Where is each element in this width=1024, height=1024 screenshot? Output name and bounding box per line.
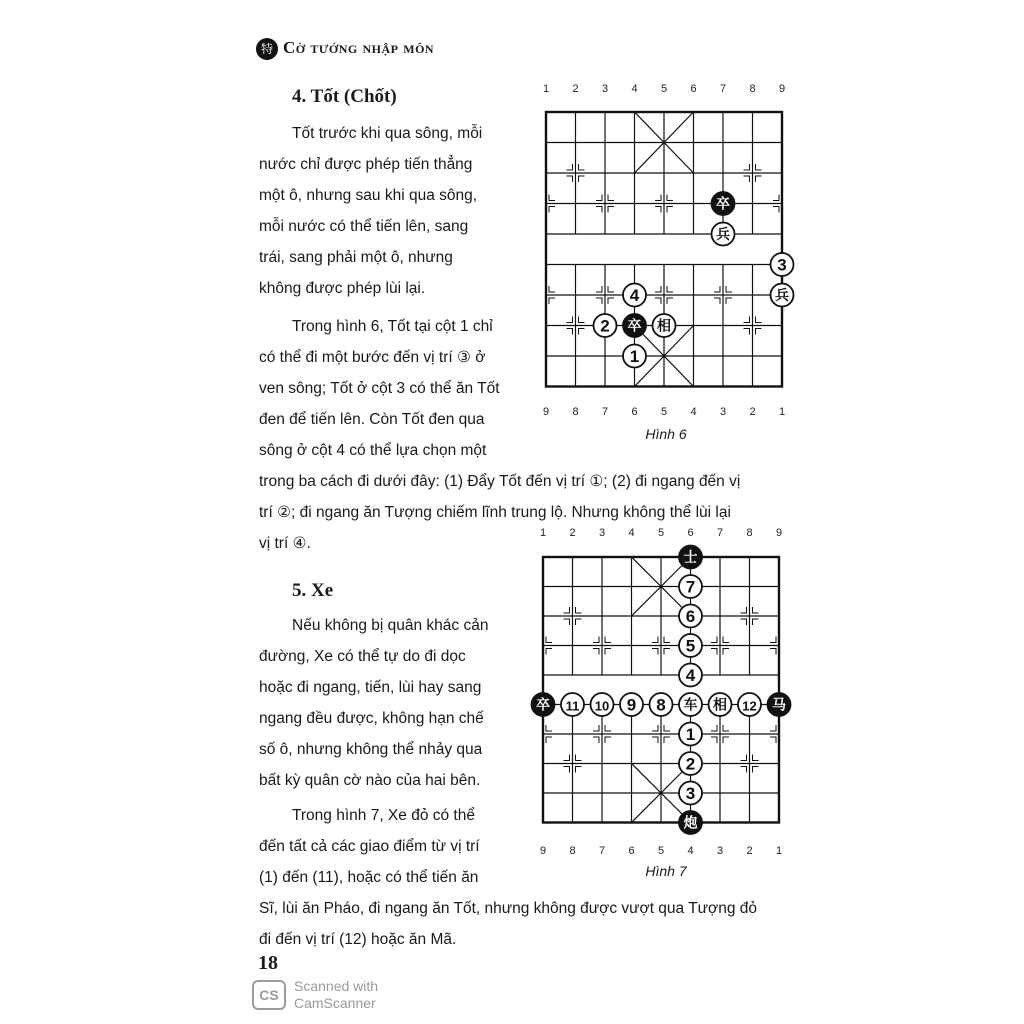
column-label-bottom: 7 <box>598 845 606 857</box>
marker-label: 12 <box>742 698 757 714</box>
piece-label: 相 <box>713 696 727 713</box>
position-marker <box>593 737 599 743</box>
position-marker <box>549 207 555 213</box>
column-label-top: 7 <box>716 527 724 539</box>
position-marker <box>711 637 717 643</box>
page-number: 18 <box>258 952 278 974</box>
position-marker <box>652 637 658 643</box>
position-marker <box>770 737 776 743</box>
position-marker <box>608 195 614 201</box>
position-marker <box>756 317 762 323</box>
column-label-bottom: 3 <box>716 845 724 857</box>
piece-label: 卒 <box>536 696 550 713</box>
piece-label: 兵 <box>716 226 730 242</box>
marker-label: 11 <box>565 698 580 714</box>
piece-label: 士 <box>683 549 698 565</box>
paragraph-line: Sĩ, lùi ăn Pháo, đi ngang ăn Tốt, nhưng không được vượt qua Tượng đỏ <box>259 900 757 917</box>
column-label-top: 3 <box>601 83 609 95</box>
column-label-top: 8 <box>749 83 756 95</box>
column-label-bottom: 9 <box>542 406 550 418</box>
position-marker <box>564 767 570 773</box>
position-marker <box>753 755 759 761</box>
piece-label: 相 <box>657 317 671 334</box>
paragraph-line: trong ba cách đi dưới đây: (1) Đẩy Tốt đến vị trí ①; (2) đi ngang đến vị <box>259 473 741 490</box>
position-marker <box>549 286 555 292</box>
section-5-heading: 5. Xe <box>292 580 334 601</box>
position-marker <box>741 619 747 625</box>
position-marker <box>596 286 602 292</box>
position-marker <box>549 195 555 201</box>
column-label-bottom: 6 <box>631 406 638 418</box>
figure-6-caption: Hình 6 <box>645 426 687 442</box>
piece-label: 炮 <box>683 814 698 831</box>
position-marker <box>549 298 555 304</box>
position-marker <box>567 176 573 182</box>
paragraph-line: một ô, nhưng sau khi qua sông, <box>259 187 478 204</box>
column-label-top: 1 <box>539 527 547 539</box>
position-marker <box>711 737 717 743</box>
position-marker <box>579 164 585 170</box>
marker-label: 1 <box>685 725 696 744</box>
paragraph-line: (1) đến (11), hoặc có thể tiến ăn <box>259 869 479 886</box>
position-marker <box>593 725 599 731</box>
position-marker <box>714 286 720 292</box>
position-marker <box>576 619 582 625</box>
paragraph-line: đi đến vị trí (12) hoặc ăn Mã. <box>259 931 457 948</box>
position-marker <box>770 725 776 731</box>
paragraph-line: đen để tiến lên. Còn Tốt đen qua <box>259 411 485 428</box>
xiangqi-board-figure-7 <box>520 522 800 862</box>
running-header-title: Cờ tướng nhập môn <box>283 38 435 57</box>
paragraph-line: mỗi nước có thể tiến lên, sang <box>259 218 469 235</box>
column-label-top: 4 <box>628 527 635 539</box>
paragraph-line: trí ②; đi ngang ăn Tượng chiếm lĩnh trung lộ. Nhưng không thể lùi lại <box>259 504 731 521</box>
paragraph-line: ven sông; Tốt ở cột 3 có thể ăn Tốt <box>259 380 500 397</box>
figure-7-caption: Hình 7 <box>645 863 687 879</box>
position-marker <box>564 755 570 761</box>
position-marker <box>773 195 779 201</box>
marker-label: 4 <box>629 286 640 305</box>
paragraph-line: sông ở cột 4 có thể lựa chọn một <box>259 442 487 459</box>
position-marker <box>576 755 582 761</box>
position-marker <box>655 286 661 292</box>
position-marker <box>652 725 658 731</box>
position-marker <box>744 329 750 335</box>
column-label-top: 5 <box>660 83 668 95</box>
column-label-top: 5 <box>657 527 665 539</box>
marker-label: 3 <box>685 784 696 803</box>
position-marker <box>596 195 602 201</box>
position-marker <box>664 637 670 643</box>
position-marker <box>714 298 720 304</box>
paragraph-line: vị trí ④. <box>259 535 311 552</box>
position-marker <box>546 637 552 643</box>
column-label-bottom: 5 <box>657 845 665 857</box>
column-label-bottom: 8 <box>569 845 576 857</box>
position-marker <box>655 207 661 213</box>
paragraph-line: không được phép lùi lại. <box>259 280 426 297</box>
position-marker <box>711 649 717 655</box>
marker-label: 8 <box>656 695 666 715</box>
position-marker <box>726 286 732 292</box>
position-marker <box>723 725 729 731</box>
position-marker <box>579 317 585 323</box>
marker-label: 7 <box>685 577 696 597</box>
column-label-top: 6 <box>690 83 697 95</box>
column-label-bottom: 4 <box>690 406 697 418</box>
paragraph-line: đến tất cả các giao điểm từ vị trí <box>259 838 480 855</box>
position-marker <box>664 649 670 655</box>
marker-label: 4 <box>685 666 696 685</box>
paragraph-line: nước chỉ được phép tiến thẳng <box>259 156 473 173</box>
position-marker <box>667 207 673 213</box>
position-marker <box>596 207 602 213</box>
position-marker <box>567 329 573 335</box>
column-label-bottom: 3 <box>719 406 727 418</box>
column-label-bottom: 7 <box>601 406 609 418</box>
position-marker <box>756 164 762 170</box>
position-marker <box>667 286 673 292</box>
camscanner-logo-icon: CS <box>252 980 286 1010</box>
column-label-bottom: 1 <box>778 406 786 418</box>
position-marker <box>711 725 717 731</box>
position-marker <box>664 725 670 731</box>
position-marker <box>593 637 599 643</box>
position-marker <box>741 755 747 761</box>
column-label-bottom: 6 <box>628 845 635 857</box>
position-marker <box>546 649 552 655</box>
marker-label: 1 <box>629 347 640 366</box>
column-label-top: 8 <box>746 527 753 539</box>
column-label-top: 3 <box>598 527 606 539</box>
position-marker <box>546 725 552 731</box>
position-marker <box>655 298 661 304</box>
paragraph-line: có thể đi một bước đến vị trí ③ ở <box>259 349 486 366</box>
column-label-top: 1 <box>542 83 550 95</box>
piece-label: 卒 <box>627 317 642 334</box>
position-marker <box>723 649 729 655</box>
piece-label: 车 <box>683 696 698 713</box>
position-marker <box>596 298 602 304</box>
position-marker <box>667 195 673 201</box>
position-marker <box>744 317 750 323</box>
position-marker <box>655 195 661 201</box>
position-marker <box>605 637 611 643</box>
position-marker <box>773 207 779 213</box>
position-marker <box>593 649 599 655</box>
chapter-logo-icon: 特 <box>256 38 278 60</box>
position-marker <box>608 298 614 304</box>
piece-label: 兵 <box>775 287 789 303</box>
column-label-top: 9 <box>775 527 783 539</box>
column-label-bottom: 5 <box>660 406 668 418</box>
marker-label: 2 <box>685 754 696 774</box>
column-label-bottom: 1 <box>775 845 783 857</box>
position-marker <box>608 286 614 292</box>
watermark-line-2: CamScanner <box>294 995 376 1011</box>
position-marker <box>667 298 673 304</box>
paragraph-line: Tốt trước khi qua sông, mỗi <box>292 125 483 142</box>
column-label-bottom: 2 <box>746 845 753 857</box>
marker-label: 6 <box>685 607 696 626</box>
position-marker <box>664 737 670 743</box>
watermark-line-1: Scanned with <box>294 978 379 994</box>
column-label-bottom: 8 <box>572 406 579 418</box>
paragraph-line: bất kỳ quân cờ nào của hai bên. <box>259 772 481 789</box>
marker-label: 2 <box>600 316 610 336</box>
column-label-top: 2 <box>572 83 579 95</box>
column-label-top: 9 <box>778 83 786 95</box>
position-marker <box>564 619 570 625</box>
position-marker <box>652 649 658 655</box>
paragraph-line: trái, sang phải một ô, nhưng <box>259 249 453 266</box>
position-marker <box>605 725 611 731</box>
position-marker <box>567 164 573 170</box>
piece-label: 马 <box>772 696 786 713</box>
position-marker <box>605 649 611 655</box>
position-marker <box>770 637 776 643</box>
position-marker <box>753 607 759 613</box>
column-label-top: 2 <box>569 527 576 539</box>
paragraph-line: Trong hình 7, Xe đỏ có thể <box>292 807 475 824</box>
position-marker <box>723 737 729 743</box>
position-marker <box>576 767 582 773</box>
column-label-top: 7 <box>719 83 727 95</box>
position-marker <box>741 607 747 613</box>
paragraph-line: ngang đều được, không hạn chế <box>259 710 484 727</box>
position-marker <box>756 329 762 335</box>
column-label-bottom: 4 <box>687 845 694 857</box>
position-marker <box>652 737 658 743</box>
marker-label: 9 <box>626 695 637 715</box>
section-4-heading: 4. Tốt (Chốt) <box>292 86 397 107</box>
position-marker <box>741 767 747 773</box>
position-marker <box>576 607 582 613</box>
paragraph-line: Trong hình 6, Tốt tại cột 1 chỉ <box>292 318 493 335</box>
position-marker <box>608 207 614 213</box>
paragraph-line: số ô, nhưng không thể nhảy qua <box>259 741 483 758</box>
column-label-bottom: 9 <box>539 845 547 857</box>
marker-label: 5 <box>685 636 696 656</box>
piece-label: 卒 <box>716 195 730 212</box>
position-marker <box>567 317 573 323</box>
position-marker <box>564 607 570 613</box>
column-label-top: 6 <box>687 527 694 539</box>
xiangqi-board-figure-6 <box>528 78 798 428</box>
position-marker <box>753 767 759 773</box>
position-marker <box>579 329 585 335</box>
column-label-bottom: 2 <box>749 406 756 418</box>
position-marker <box>744 164 750 170</box>
position-marker <box>753 619 759 625</box>
position-marker <box>756 176 762 182</box>
position-marker <box>546 737 552 743</box>
column-label-top: 4 <box>631 83 638 95</box>
marker-label: 10 <box>594 698 610 714</box>
position-marker <box>579 176 585 182</box>
paragraph-line: Nếu không bị quân khác cản <box>292 617 489 634</box>
position-marker <box>605 737 611 743</box>
marker-label: 3 <box>777 255 787 275</box>
paragraph-line: đường, Xe có thể tự do đi dọc <box>259 648 466 665</box>
position-marker <box>723 637 729 643</box>
position-marker <box>744 176 750 182</box>
position-marker <box>770 649 776 655</box>
paragraph-line: hoặc đi ngang, tiến, lùi hay sang <box>259 679 482 696</box>
position-marker <box>726 298 732 304</box>
